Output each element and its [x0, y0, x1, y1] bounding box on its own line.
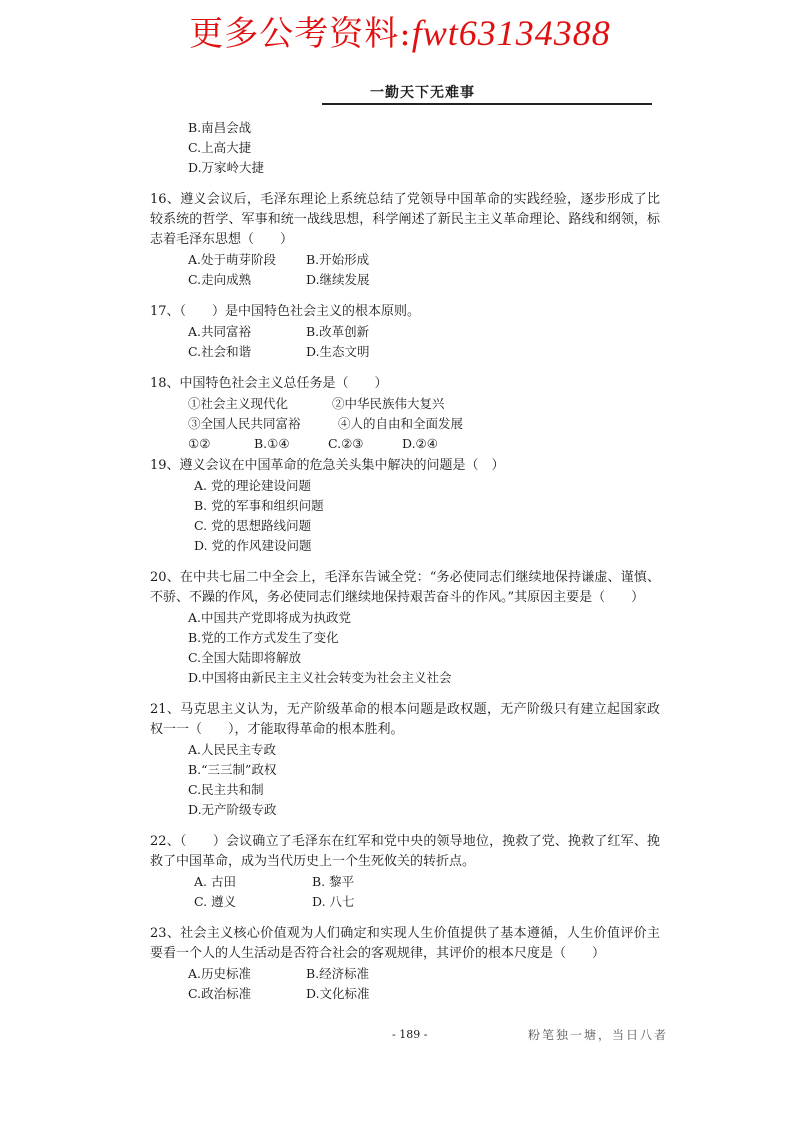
- option: A.中国共产党即将成为执政党: [188, 610, 352, 625]
- promo-banner: [0, 6, 800, 55]
- option-row: [150, 984, 660, 1004]
- option: D.中国将由新民主主义社会转变为社会主义社会: [188, 670, 452, 685]
- option-row: [150, 342, 660, 362]
- option: C.民主共和制: [188, 782, 264, 797]
- option: C. 遵义: [194, 894, 237, 909]
- option-row: [150, 964, 660, 984]
- option: B.党的工作方式发生了变化: [188, 630, 339, 645]
- banner-prefix: 更多公考资料:: [189, 14, 412, 54]
- option: D.无产阶级专政: [188, 802, 277, 817]
- footer-slogan: 粉笔独一塘，当日八者: [528, 1028, 669, 1042]
- option-row: [150, 434, 660, 454]
- option: B.开始形成: [306, 252, 370, 267]
- option: B.南昌会战: [188, 120, 252, 135]
- question-stem: 18、中国特色社会主义总任务是（ ）: [150, 376, 388, 391]
- option: D.生态文明: [306, 344, 370, 359]
- option: B. 党的军事和组织问题: [194, 498, 324, 513]
- option: D.②④: [402, 436, 438, 451]
- option: ①②: [188, 436, 211, 451]
- option: D.文化标准: [306, 986, 370, 1001]
- option: C.走向成熟: [188, 272, 252, 287]
- question-stem: 17、（ ）是中国特色社会主义的根本原则。: [150, 304, 421, 319]
- option-row: [150, 322, 660, 342]
- question-21: [150, 700, 660, 820]
- page-number: - 189 -: [392, 1028, 428, 1041]
- statement-item: ①社会主义现代化: [188, 396, 289, 411]
- item-row: [150, 414, 660, 434]
- header-rule: [322, 103, 652, 105]
- option: B.改革创新: [306, 324, 370, 339]
- question-stem: 21、马克思主义认为，无产阶级革命的根本问题是政权题，无产阶级只有建立起国家政权一一（ ），才能取得革命的根本胜利。: [150, 702, 660, 737]
- statement-item: ④人的自由和全面发展: [338, 416, 464, 431]
- option: D. 党的作风建设问题: [194, 538, 312, 553]
- option: A.人民民主专政: [188, 742, 277, 757]
- question-23: [150, 924, 660, 1004]
- option: B.经济标准: [306, 966, 370, 981]
- question-22: [150, 832, 660, 912]
- question-stem: 19、遵义会议在中国革命的危急关头集中解决的问题是（ ）: [150, 458, 505, 473]
- option: B.①④: [254, 436, 290, 451]
- question-15-tail: [150, 118, 660, 178]
- page-header-title: 一勤天下无难事: [370, 85, 475, 101]
- option: B.“三三制”政权: [188, 762, 277, 777]
- question-stem: 23、社会主义核心价值观为人们确定和实现人生价值提供了基本遵循，人生价值评价主要看一个人的人生活动是否符合社会的客观规律，其评价的根本尺度是（ ）: [150, 926, 660, 961]
- question-stem: 22、（ ）会议确立了毛泽东在红军和党中央的领导地位，挽救了党、挽救了红军、挽救了中国革命，成为当代历史上一个生死攸关的转折点。: [150, 834, 660, 869]
- option: D.万家岭大捷: [188, 160, 265, 175]
- banner-handle: fwt63134388: [411, 13, 611, 53]
- option: C.全国大陆即将解放: [188, 650, 302, 665]
- option: A.共同富裕: [188, 324, 252, 339]
- option: C.上高大捷: [188, 140, 252, 155]
- option: D.继续发展: [306, 272, 370, 287]
- statement-item: ②中华民族伟大复兴: [332, 396, 445, 411]
- option: A.历史标准: [188, 966, 252, 981]
- statement-item: ③全国人民共同富裕: [188, 416, 301, 431]
- option: B. 黎平: [312, 874, 355, 889]
- question-stem: 20、在中共七届二中全会上，毛泽东告诫全党：“务必使同志们继续地保持谦虚、谨慎、不骄、不躁的作风，务必使同志们继续地保持艰苦奋斗的作风。”其原因主要是（ ）: [150, 570, 660, 605]
- question-19: [150, 456, 660, 556]
- option: A. 党的理论建设问题: [194, 478, 311, 493]
- question-17: [150, 302, 660, 362]
- option-row: [150, 872, 660, 892]
- option: A. 古田: [194, 874, 236, 889]
- option-row: [150, 250, 660, 270]
- option: A.处于萌芽阶段: [188, 252, 277, 267]
- option: D. 八七: [312, 894, 355, 909]
- question-16: [150, 190, 660, 290]
- question-list: [150, 118, 660, 1016]
- option-row: [150, 270, 660, 290]
- option: C.社会和谐: [188, 344, 252, 359]
- question-stem: 16、遵义会议后，毛泽东理论上系统总结了党领导中国革命的实践经验，逐步形成了比较系统的哲学、军事和统一战线思想，科学阐述了新民主主义革命理论、路线和纲领，标志着毛泽东思想（ ）: [150, 192, 660, 247]
- option: C.政治标准: [188, 986, 252, 1001]
- question-18: [150, 374, 660, 454]
- option: C. 党的思想路线问题: [194, 518, 312, 533]
- question-20: [150, 568, 660, 688]
- option-row: [150, 892, 660, 912]
- option: C.②③: [328, 436, 364, 451]
- item-row: [150, 394, 660, 414]
